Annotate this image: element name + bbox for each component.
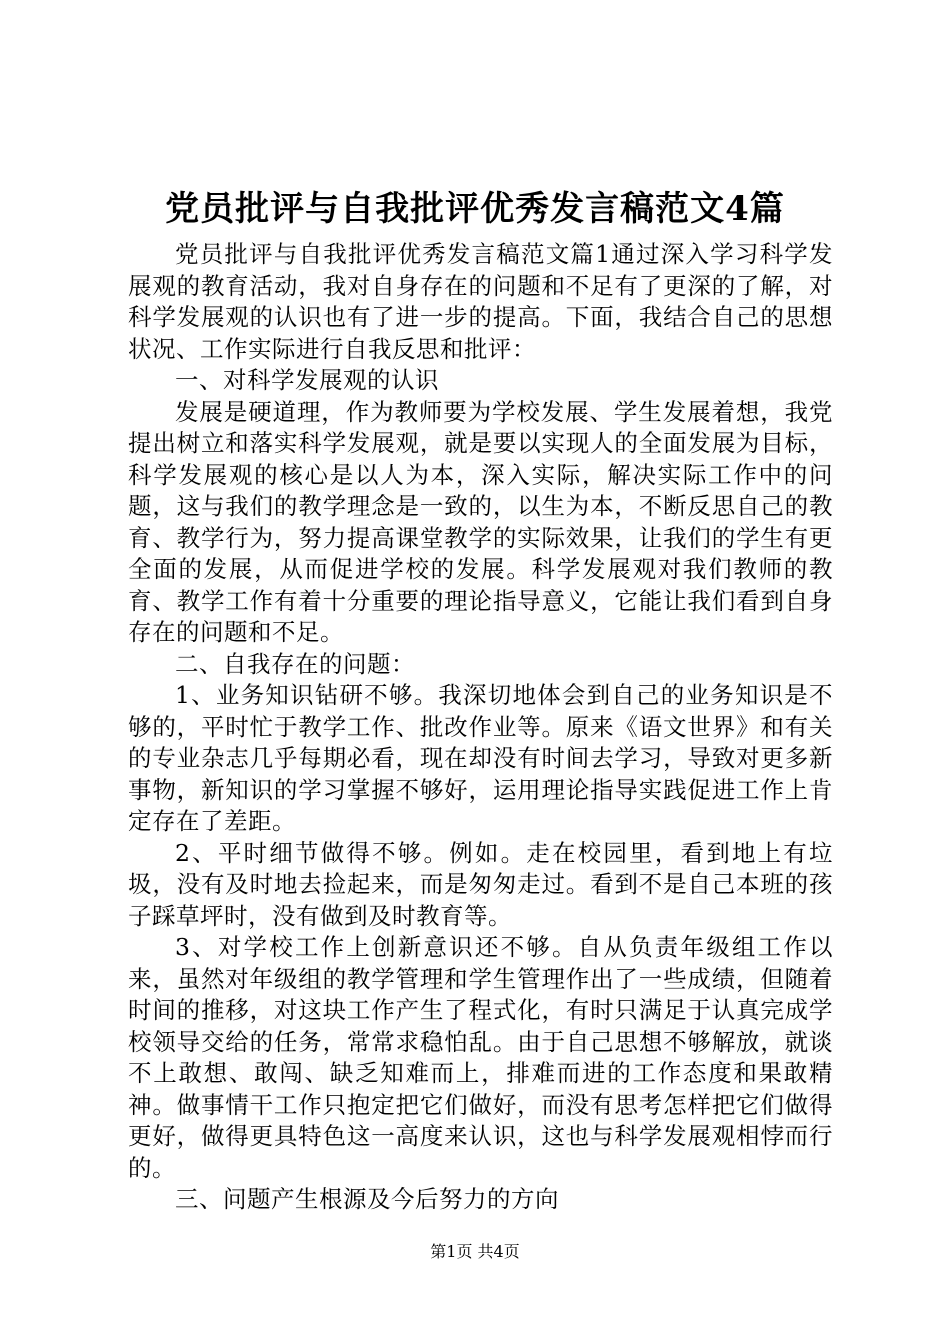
page-footer: 第1页 共4页	[430, 1242, 520, 1261]
paragraph-development: 发展是硬道理，作为教师要为学校发展、学生发展着想，我党提出树立和落实科学发展观，就是要以实现人的全面发展为目标，科学发展观的核心是以人为本，深入实际，解决实际工作中的问题，这与我们的教学理念是一致的，以生为本，不断反思自己的教育、教学行为，努力提高课堂教学的实际效果，让我们的学生有更全面的发展，从而促进学校的发展。科学发展观对我们教师的教育、教学工作有着十分重要的理论指导意义，它能让我们看到自身存在的问题和不足。	[128, 397, 833, 646]
paragraph-problem-1: 1、业务知识钻研不够。我深切地体会到自己的业务知识是不够的，平时忙于教学工作、批改作业等。原来《语文世界》和有关的专业杂志几乎每期必看，现在却没有时间去学习，导致对更多新事物，新知识的学习掌握不够好，运用理论指导实践促进工作上肯定存在了差距。	[128, 681, 833, 835]
section-heading-3: 三、问题产生根源及今后努力的方向	[175, 1185, 559, 1213]
section-heading-2: 二、自我存在的问题：	[175, 649, 415, 678]
paragraph-intro: 党员批评与自我批评优秀发言稿范文篇1通过深入学习科学发展观的教育活动，我对自身存在的问题和不足有了更深的了解，对科学发展观的认识也有了进一步的提高。下面，我结合自己的思想状况、工作实际进行自我反思和批评：	[128, 240, 833, 363]
document-title: 党员批评与自我批评优秀发言稿范文4篇	[165, 189, 785, 229]
section-heading-1: 一、对科学发展观的认识	[175, 366, 439, 394]
document-body	[128, 239, 833, 1216]
paragraph-problem-3: 3、对学校工作上创新意识还不够。自从负责年级组工作以来，虽然对年级组的教学管理和学生管理作出了一些成绩，但随着时间的推移，对这块工作产生了程式化，有时只满足于认真完成学校领导交给的任务，常常求稳怕乱。由于自己思想不够解放，就谈不上敢想、敢闯、缺乏知难而上，排难而进的工作态度和果敢精神。做事情干工作只抱定把它们做好，而没有思考怎样把它们做得更好，做得更具特色这一高度来认识，这也与科学发展观相悖而行的。	[128, 933, 833, 1182]
paragraph-problem-2: 2、平时细节做得不够。例如。走在校园里，看到地上有垃圾，没有及时地去捡起来，而是匆匆走过。看到不是自己本班的孩子踩草坪时，没有做到及时教育等。	[128, 838, 833, 930]
